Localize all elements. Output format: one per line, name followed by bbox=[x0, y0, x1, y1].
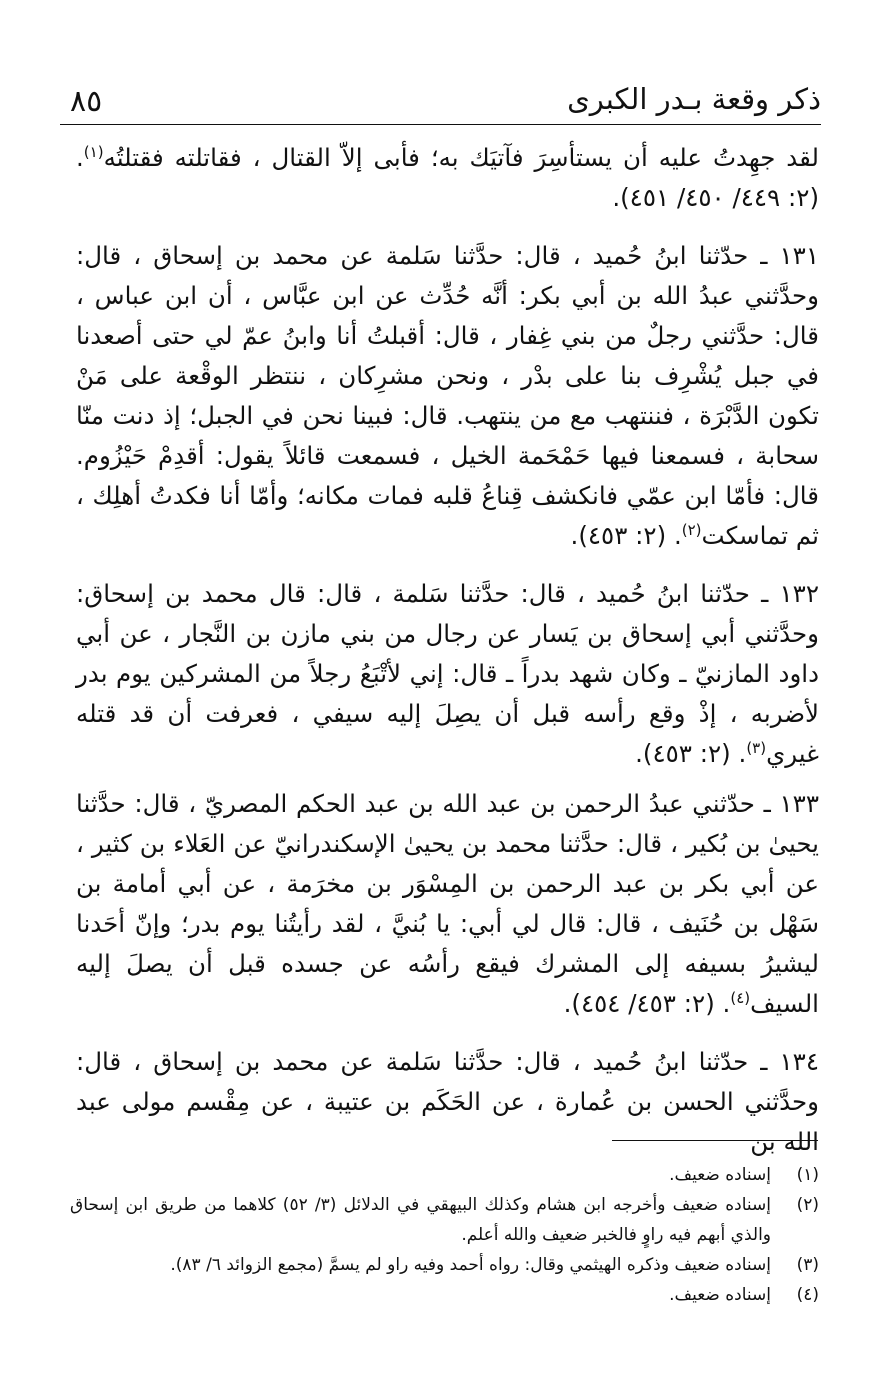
footnote-number: (٤) bbox=[796, 1285, 819, 1305]
footnote-marker: (٣) bbox=[746, 738, 767, 757]
footnote-item bbox=[70, 1190, 819, 1250]
footnote-number: (٢) bbox=[796, 1195, 819, 1215]
footnote-item bbox=[70, 1280, 819, 1310]
footnote-item bbox=[70, 1160, 819, 1190]
footnote-separator bbox=[612, 1140, 818, 1141]
footnote-text: إسناده ضعيف. bbox=[669, 1285, 771, 1305]
paragraph-132: ١٣٢ ـ حدّثنا ابنُ حُميد ، قال: حدَّثنا سَلمة ، قال: قال محمد بن إسحاق: وحدَّثني أبي إسحاق بن يَسار عن رجال من بني مازن بن النَّجار ، عن أبي داود المازنيّ ـ وكان شهد بدراً ـ قال: إني لأتْبَعُ رجلاً من المشركين يوم بدر لأضربه ، إذْ وقع رأسه قبل أن يصِلَ إليه سيفي ، فعرفت أن قد قتله غيري$^{(٣)}$. (٢: ٤٥٣). bbox=[76, 579, 819, 768]
footnote-text: إسناده ضعيف وذكره الهيثمي وقال: رواه أحمد وفيه راو لم يسمَّ (مجمع الزوائد ٦/ ٨٣). bbox=[170, 1255, 771, 1275]
paragraph-133: ١٣٣ ـ حدّثني عبدُ الرحمن بن عبد الله بن عبد الحكم المصريّ ، قال: حدَّثنا يحيىٰ بن بُكير ، قال: حدَّثنا محمد بن يحيىٰ الإسكندرانيّ عن العَلاء بن كثير ، عن أبي بكر بن عبد الرحمن بن المِسْوَر بن مخرَمة ، عن أبي أمامة بن سَهْل بن حُنَيف ، قال: قال لي أبي: يا بُنيَّ ، لقد رأيتُنا يوم بدر؛ وإنّ أحَدنا ليشيرُ بسيفه إلى المشرك فيقع رأسُه عن جسده قبل أن يصلَ إليه السيف$^{(٤)}$. (٢: ٤٥٣/ ٤٥٤). bbox=[76, 789, 819, 1018]
footnote-number: (١) bbox=[796, 1165, 819, 1185]
footnote-number: (٣) bbox=[796, 1255, 819, 1275]
footnote-marker: (٤) bbox=[730, 988, 751, 1007]
paragraph-131: ١٣١ ـ حدّثنا ابنُ حُميد ، قال: حدَّثنا سَلمة عن محمد بن إسحاق ، قال: وحدَّثني عبدُ الله بن أبي بكر: أنَّه حُدِّث عن ابن عبَّاس ، أن ابن عباس ، قال: حدَّثني رجلٌ من بني غِفار ، قال: أقبلتُ أنا وابنُ عمّ لي حتى أصعدنا في جبل يُشْرِف بنا على بدْر ، ونحن مشرِكان ، ننتظر الوقْعة على مَنْ تكون الدَّبْرَة ، فننتهب مع من ينتهب. قال: فبينا نحن في الجبل؛ إذ دنت منّا سحابة ، فسمعنا فيها حَمْحَمة الخيل ، فسمعت قائلاً يقول: أقدِمْ حَيْزُوم. قال: فأمّا ابن عمّي فانكشف قِناعُ قلبه فمات مكانه؛ وأمّا أنا فكدتُ أهلِك ، ثم تماسكت$^{(٢)}$. (٢: ٤٥٣). bbox=[76, 241, 819, 550]
running-title: ذكر وقعة بـدر الكبرى bbox=[567, 82, 821, 116]
main-text bbox=[76, 138, 819, 1172]
page-number: ٨٥ bbox=[70, 84, 103, 119]
footnote-marker: (١) bbox=[83, 142, 104, 161]
footnote-text: إسناده ضعيف وأخرجه ابن هشام وكذلك البيهقي في الدلائل (٣/ ٥٢) كلاهما من طريق ابن إسحاق والذي أبهم فيه راوٍ فالخبر ضعيف والله أعلم. bbox=[70, 1195, 771, 1245]
page-header bbox=[60, 78, 821, 125]
footnote-item bbox=[70, 1250, 819, 1280]
paragraph-134: ١٣٤ ـ حدّثنا ابنُ حُميد ، قال: حدَّثنا سَلمة عن محمد بن إسحاق ، قال: وحدَّثني الحسن بن عُمارة ، عن الحَكَم بن عتيبة ، عن مِقْسم مولى عبد الله بن bbox=[76, 1047, 819, 1156]
footnote-marker: (٢) bbox=[681, 520, 702, 539]
footnotes bbox=[70, 1160, 819, 1310]
paragraph-continuation: لقد جهِدتُ عليه أن يستأسِرَ فآتيَك به؛ فأبى إلاّ القتال ، فقاتلته فقتلتُه$^{(١)}$. (٢: ٤٤٩/ ٤٥٠/ ٤٥١). bbox=[76, 142, 819, 212]
footnote-text: إسناده ضعيف. bbox=[669, 1165, 771, 1185]
